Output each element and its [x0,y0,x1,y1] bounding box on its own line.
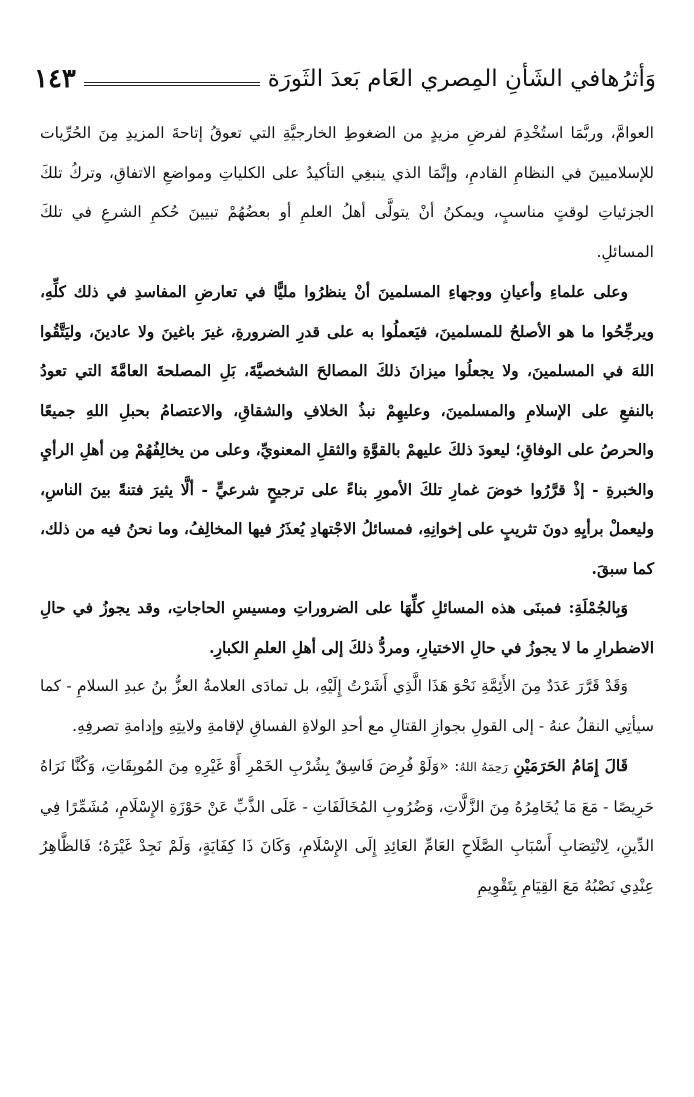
paragraph-2: وعلى علماءِ وأعيانِ ووجهاءِ المسلمينَ أنْ ينظرُوا مليًّا في تعارضِ المفاسدِ في ذلك كلِّهِ، ويرجِّحُوا ما هو الأصلحُ للمسلمينَ، فيَعملُوا به على قدرِ الضرورةِ، غيرَ باغينَ ولا عادينَ، وليَتَّقُوا اللهَ في المسلمينَ، ولا يجعلُوا ميزانَ ذلكَ المصالحَ الشخصيَّةَ، بَلِ المصلحةَ العامَّةَ التي تعودُ بالنفعِ على الإسلامِ والمسلمينَ، وعليهِمْ نبذُ الخلافِ والشقاقِ، والاعتصامُ بحبلِ اللهِ جميعًا والحرصُ على الوفاقِ؛ ليعودَ ذلكَ عليهمْ بالقوَّةِ والثقلِ المعنويِّ، وعلى من يخالِفُهُمْ مِن أهلِ الرأيِ والخبرةِ - إذْ قرَّرُوا خوضَ غمارِ تلكَ الأمورِ بناءً على ترجيحٍ شرعيٍّ - ألَّا يثيرَ فتنةً بينَ الناسِ، وليعملْ برأيِهِ دونَ تثريبٍ على إخوانِهِ، فمسائلُ الاجْتهادِ يُعذَرُ فيها المخالِفُ، وما نحنُ فيه من ذلك، كما سبقَ. [40,282,654,578]
paragraph-4: وَقَدْ قَرَّرَ عَدَدٌ مِنَ الأَئِمَّةِ نَحْوَ هَذَا الَّذِي أَشَرْتُ إِلَيْهِ، بل تمادَى العلامةُ العزُّ بنُ عبدِ السلامِ - كما سيأتِي النقلُ عنهُ - إلى القولِ بجوازِ القتالِ مع أحدِ الولاةِ الفساقِ لإقامةِ ولايتِهِ وإدامةِ تصرفِهِ. [40,677,654,735]
paragraph-1: العوامَّ، وربَّمَا استُخْدِمَ لفرضِ مزيدٍ من الضغوطِ الخارجيَّةِ التي تعوقُ إتاحةَ المزيدِ مِنَ الحُرِّيات للإسلاميينَ في النظامِ القادمِ، وإنَّمَا الذي ينبغِي التأكيدُ على الكلياتِ ومواضعِ الاتفاقِ، وتركُ تلكَ الجزئياتِ لوقتٍ مناسبٍ، ويمكنُ أنْ يتولَّى أهلُ العلمِ أو بعضُهُمْ تبيينَ حُكمِ الشرعِ في تلكَ المسائلِ. [40,124,654,261]
running-header [34,56,656,102]
running-title: وَأثرُهافي الشَأنِ المِصري العَام بَعدَ الثَورَة [267,66,656,92]
body-text [40,114,654,906]
page-number: ١٤٣ [34,64,76,94]
header-rule [84,82,260,86]
paragraph-3: وَبِالجُمْلَةِ: فمبنَى هذه المسائلِ كلِّهَا على الضروراتِ ومسيسِ الحاجاتِ، وقد يجوزُ في حالِ الاضطرارِ ما لا يجوزُ في حالِ الاختيارِ، ومردُّ ذلكَ إلى أهلِ العلمِ الكبارِ. [40,598,654,657]
quote-text: : «وَلَوْ فُرِضَ فَاسِقٌ بِشُرْبِ الخَمْرِ أَوْ غَيْرِهِ مِنَ المُوبِقَاتِ، وَكُنَّا نَرَاهُ حَرِيصًا - مَعَ مَا يُخَامِرُهُ مِنَ الزَّلَّاتِ، وَضُرُوبِ المُخَالَفَاتِ - عَلَى الذَّبِّ عَنْ حَوْزَةِ الإِسْلَامِ، مُشَمِّرًا فِي الدِّينِ، لِانْتِصَابِ أَسْبَابِ الصَّلَاحِ العَامِّ العَائِدِ إِلَى الإِسْلَامِ، وَكَانَ ذَا كِفَايَةٍ، وَلَمْ نَجِدْ غَيْرَهُ؛ فَالظَّاهِرُ عِنْدِي نَصْبُهُ مَعَ القِيَامِ بِتَقْوِيمِ [40,757,654,895]
honorific-mark: رَحِمَهُ اللهُ [459,760,508,774]
quote-speaker: قَالَ إِمَامُ الحَرَمَيْنِ [513,756,629,775]
paragraph-5-quote [40,746,654,906]
